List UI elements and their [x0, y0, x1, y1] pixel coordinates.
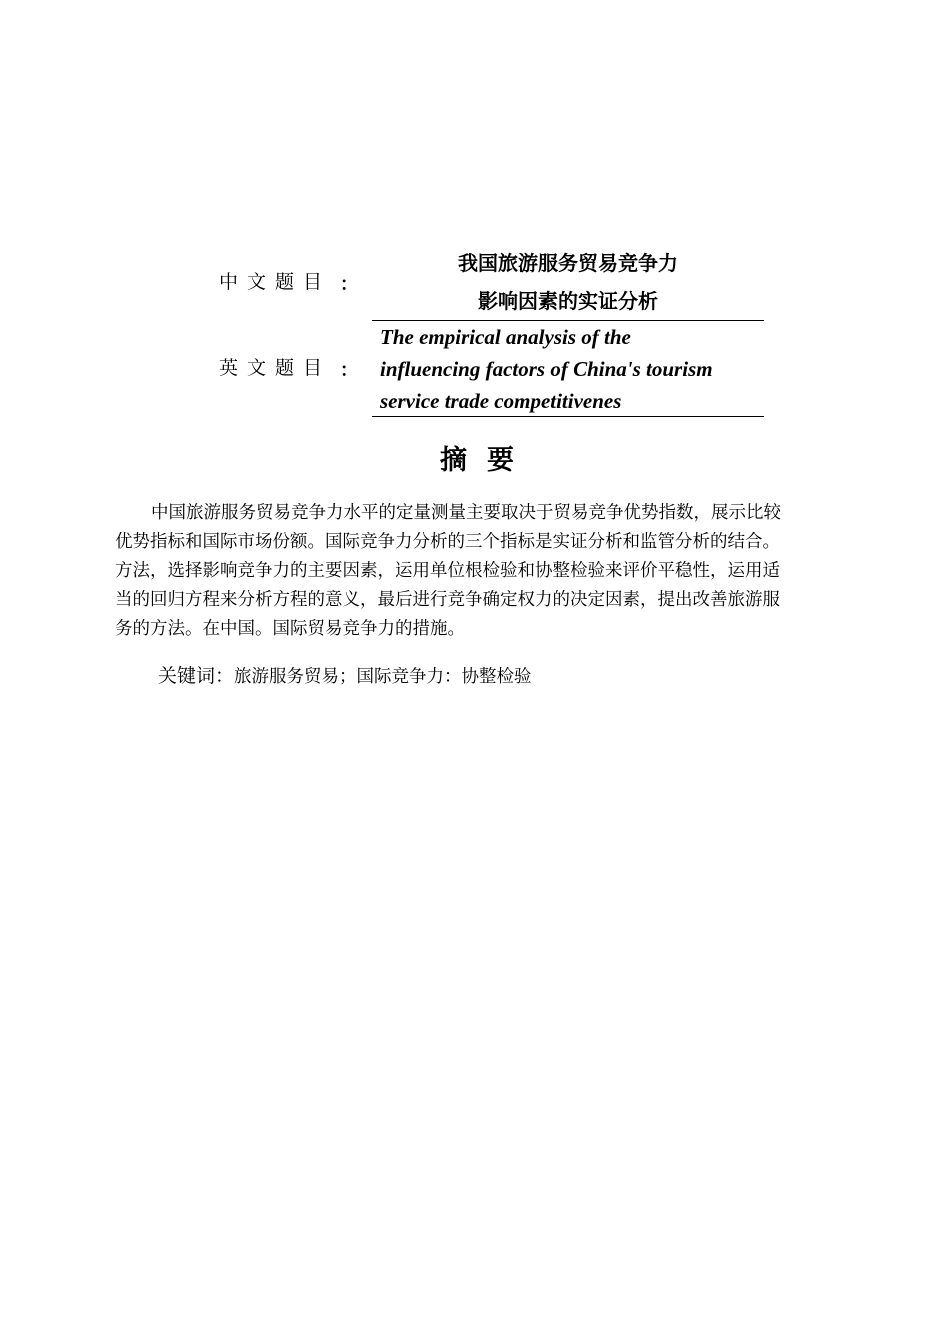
english-title-label: 英文题目: [219, 357, 332, 379]
chinese-title-label: 中文题目: [219, 271, 332, 293]
abstract-line: 务的方法。在中国。国际贸易竞争力的措施。: [115, 619, 465, 639]
keywords-label: 关键词：: [158, 665, 235, 687]
chinese-title-colon: ：: [340, 274, 358, 295]
chinese-title-line-1: 我国旅游服务贸易竞争力: [458, 251, 678, 275]
english-title-colon: ：: [340, 360, 358, 381]
chinese-title-underline: [372, 320, 764, 321]
abstract-line: 当的回归方程来分析方程的意义，最后进行竞争确定权力的决定因素，提出改善旅游服: [115, 590, 780, 610]
chinese-title-line-2: 影响因素的实证分析: [478, 289, 658, 313]
abstract-line: 方法，选择影响竞争力的主要因素，运用单位根检验和协整检验来评价平稳性，运用适: [115, 561, 780, 581]
keywords-value: 旅游服务贸易；国际竞争力：协整检验: [234, 667, 532, 687]
abstract-paragraph: [115, 499, 860, 644]
english-title-line-1: The empirical analysis of the: [380, 325, 631, 349]
english-title-underline: [372, 416, 764, 417]
abstract-line: 优势指标和国际市场份额。国际竞争力分析的三个指标是实证分析和监管分析的结合。: [115, 532, 780, 552]
english-title-line-3: service trade competitivenes: [380, 389, 622, 413]
keywords-row: [158, 661, 532, 688]
abstract-heading: 摘要: [440, 445, 534, 476]
english-title-line-2: influencing factors of China's tourism: [380, 357, 713, 381]
abstract-line: 中国旅游服务贸易竞争力水平的定量测量主要取决于贸易竞争优势指数，展示比较: [151, 503, 781, 523]
